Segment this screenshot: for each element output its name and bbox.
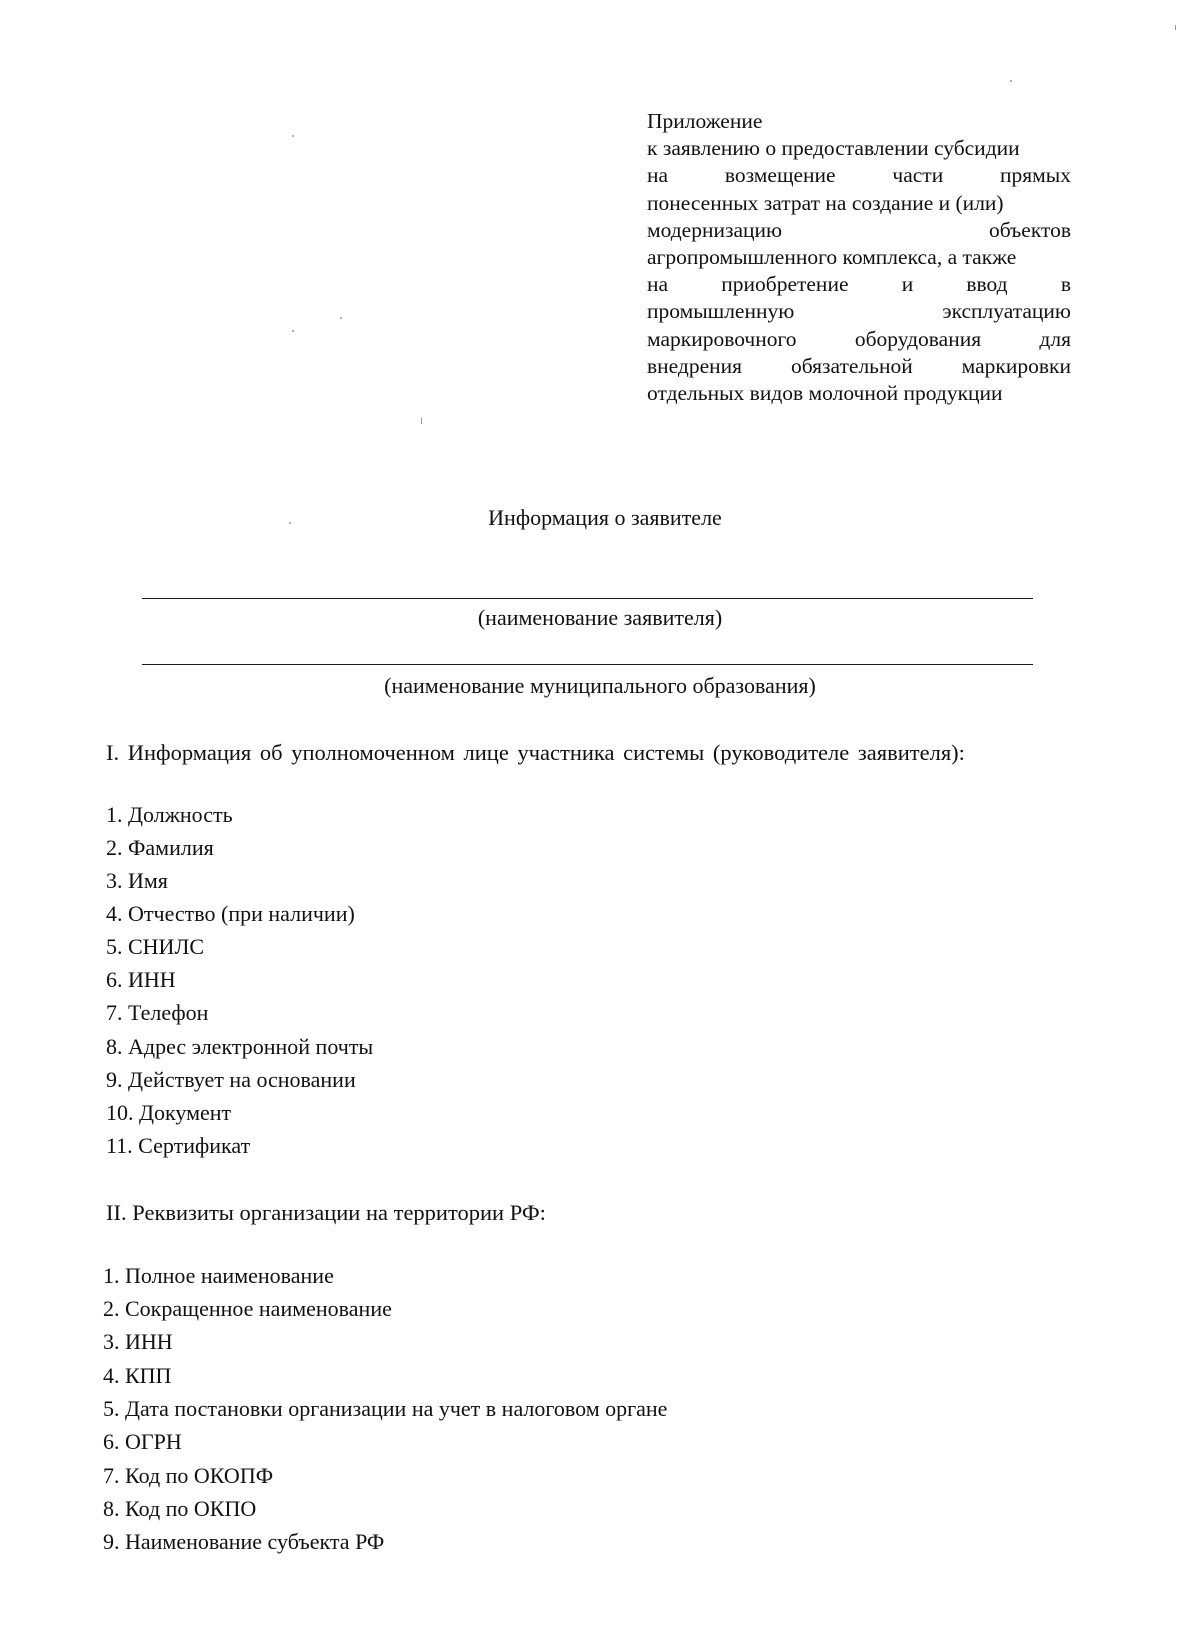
list-item: 10. Документ xyxy=(106,1100,232,1125)
appendix-word: возмещение xyxy=(724,163,836,188)
appendix-word: объектов xyxy=(989,217,1071,242)
applicant-name-underline xyxy=(142,598,1033,599)
appendix-word: в xyxy=(1060,272,1071,297)
appendix-word: для xyxy=(1039,326,1071,351)
appendix-line xyxy=(647,353,1071,380)
list-item: 3. ИНН xyxy=(103,1329,173,1354)
appendix-line xyxy=(647,217,1071,244)
list-item: 6. ОГРН xyxy=(103,1429,182,1454)
appendix-word: модернизацию xyxy=(647,217,783,242)
appendix-word: приобретение xyxy=(721,272,849,297)
appendix-line: отдельных видов молочной продукции xyxy=(647,381,1003,406)
appendix-word: и xyxy=(901,272,914,297)
section-2-heading: II. Реквизиты организации на территории РФ: xyxy=(106,1200,546,1225)
municipality-caption: (наименование муниципального образования) xyxy=(384,673,816,698)
scan-speck xyxy=(292,330,294,332)
appendix-word: ввод xyxy=(966,272,1008,297)
appendix-block xyxy=(647,108,1071,407)
list-item: 11. Сертификат xyxy=(106,1133,251,1158)
appendix-word: маркировочного xyxy=(647,326,797,351)
appendix-word: эксплуатацию xyxy=(942,299,1071,324)
scan-speck xyxy=(340,317,342,319)
scan-speck xyxy=(1175,25,1176,30)
section-1-heading: I. Информация об уполномоченном лице участника системы (руководителе заявителя): xyxy=(106,740,965,765)
appendix-line xyxy=(647,271,1071,298)
list-item: 3. Имя xyxy=(106,868,168,893)
appendix-word: на xyxy=(647,272,669,297)
appendix-line: понесенных затрат на создание и (или) xyxy=(647,190,1004,215)
applicant-name-caption: (наименование заявителя) xyxy=(477,605,723,630)
list-item: 4. КПП xyxy=(103,1363,172,1388)
municipality-underline xyxy=(142,664,1033,665)
document-title: Информация о заявителе xyxy=(488,505,722,530)
appendix-word: обязательной xyxy=(790,353,913,378)
appendix-word: части xyxy=(892,163,944,188)
list-item: 4. Отчество (при наличии) xyxy=(106,901,355,926)
list-item: 1. Должность xyxy=(106,802,233,827)
list-item: 8. Адрес электронной почты xyxy=(106,1034,374,1059)
list-item: 2. Фамилия xyxy=(106,835,214,860)
appendix-line: Приложение xyxy=(647,109,763,133)
list-item: 5. СНИЛС xyxy=(106,934,205,959)
appendix-word: внедрения xyxy=(647,353,743,378)
list-item: 9. Наименование субъекта РФ xyxy=(103,1529,385,1554)
appendix-line: к заявлению о предоставлении субсидии xyxy=(647,136,1020,161)
appendix-line xyxy=(647,326,1071,353)
appendix-word: промышленную xyxy=(647,299,795,324)
list-item: 1. Полное наименование xyxy=(103,1263,334,1288)
list-item: 5. Дата постановки организации на учет в налоговом органе xyxy=(103,1396,668,1421)
scan-speck xyxy=(421,418,422,424)
appendix-line xyxy=(647,162,1071,189)
appendix-line: агропромышленного комплекса, а также xyxy=(647,245,1017,270)
scan-speck xyxy=(1010,80,1012,82)
appendix-line xyxy=(647,298,1071,325)
list-item: 7. Код по ОКОПФ xyxy=(103,1463,274,1488)
appendix-word: на xyxy=(647,163,669,188)
appendix-word: оборудования xyxy=(854,326,982,351)
list-item: 9. Действует на основании xyxy=(106,1067,356,1092)
appendix-word: прямых xyxy=(1000,163,1071,188)
list-item: 7. Телефон xyxy=(106,1000,209,1025)
list-item: 8. Код по ОКПО xyxy=(103,1496,257,1521)
scan-speck xyxy=(292,135,294,137)
list-item: 2. Сокращенное наименование xyxy=(103,1296,392,1321)
list-item: 6. ИНН xyxy=(106,967,176,992)
appendix-word: маркировки xyxy=(961,353,1071,378)
